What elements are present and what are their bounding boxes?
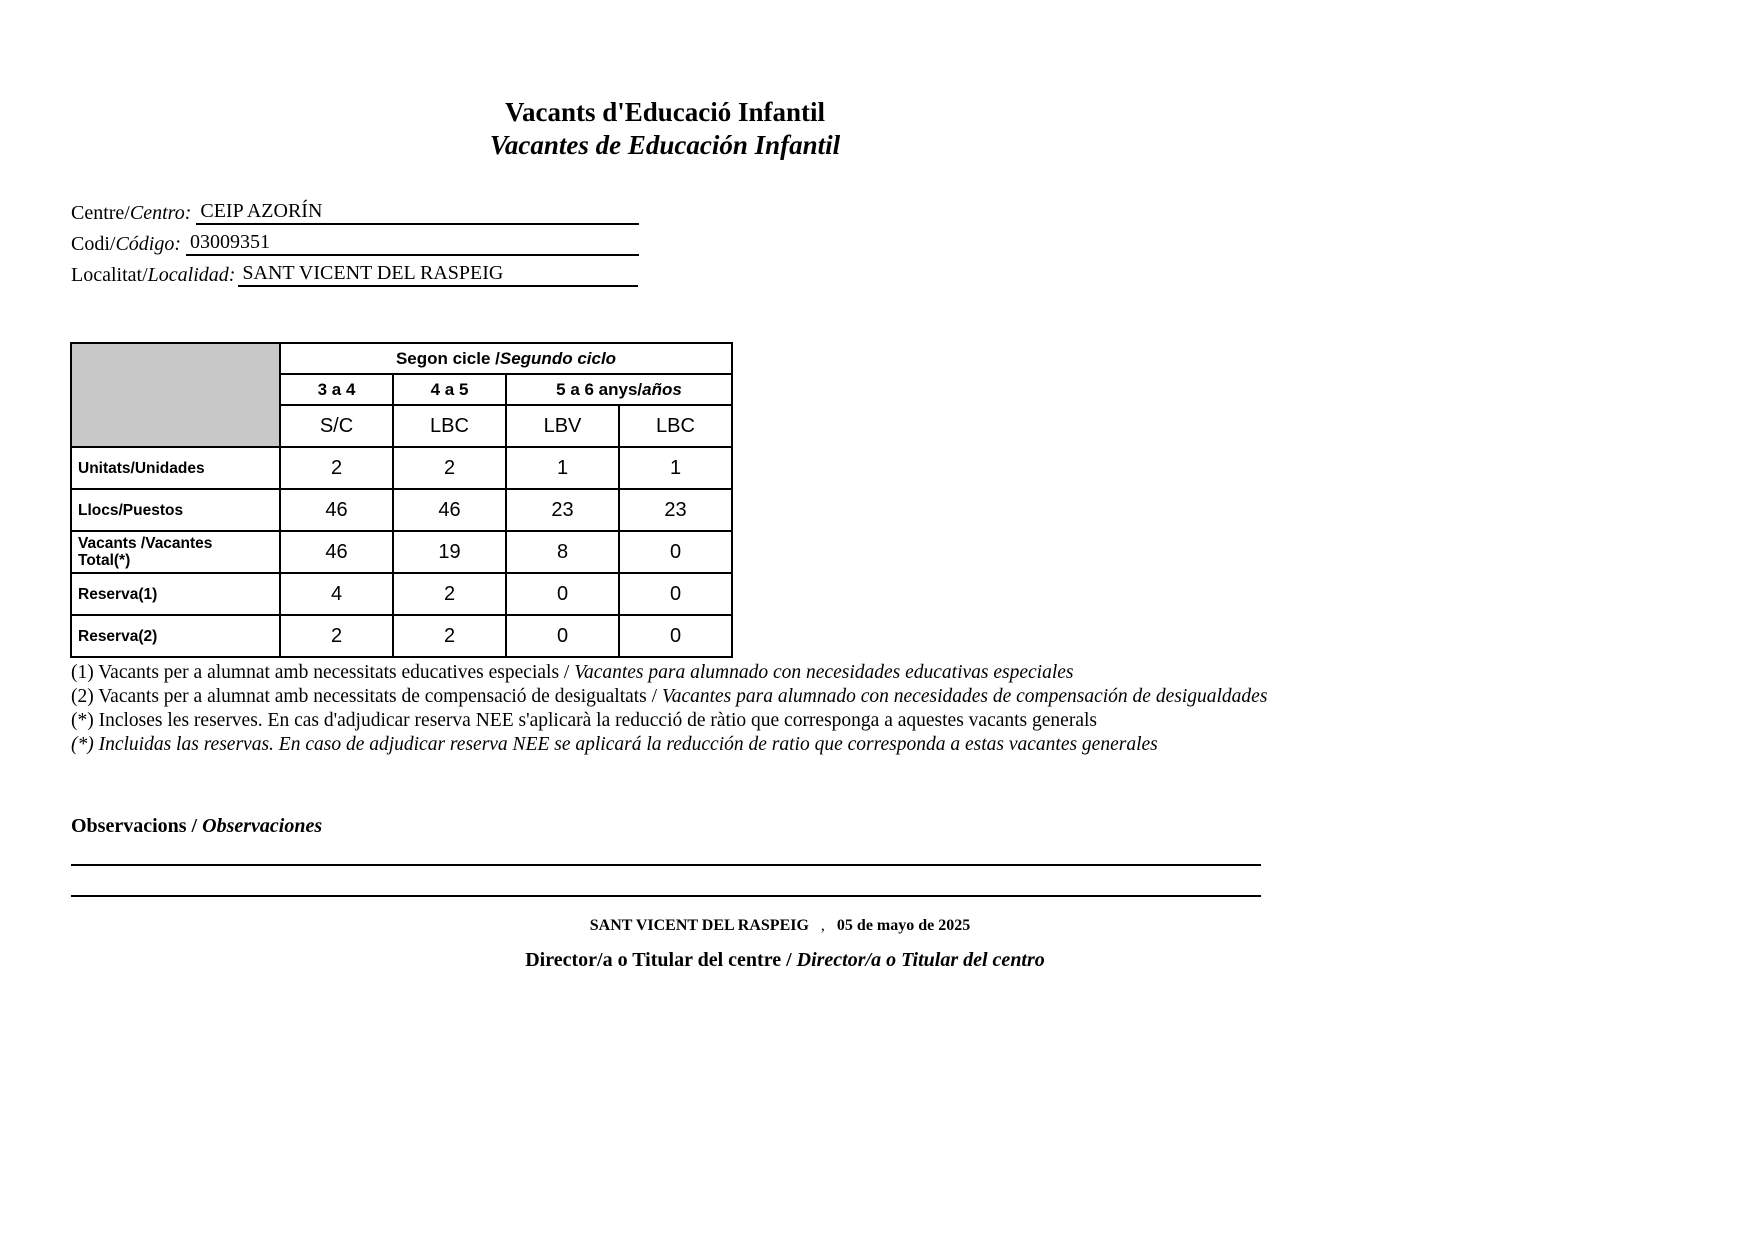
- subcolumn-header: S/C: [280, 405, 393, 447]
- table-cell: 0: [506, 573, 619, 615]
- table-cell: 23: [619, 489, 732, 531]
- table-cell: 23: [506, 489, 619, 531]
- table-cell: 0: [619, 531, 732, 573]
- row-label: Unitats/Unidades: [71, 447, 280, 489]
- table-row: [71, 531, 732, 573]
- subcolumn-header: LBV: [506, 405, 619, 447]
- date: 05 de mayo de 2025: [836, 917, 971, 934]
- cycle-header-row: [71, 343, 732, 374]
- localitat-value: SANT VICENT DEL RASPEIG: [238, 261, 638, 287]
- table-cell: 1: [619, 447, 732, 489]
- table-row: [71, 615, 732, 657]
- table-cell: 2: [280, 447, 393, 489]
- document-title: [0, 96, 1330, 162]
- table-row: [71, 447, 732, 489]
- place-date: [0, 917, 1560, 935]
- row-label: Llocs/Puestos: [71, 489, 280, 531]
- table-cell: 4: [280, 573, 393, 615]
- table-cell: 46: [280, 489, 393, 531]
- table-cell: 2: [393, 573, 506, 615]
- table-cell: 46: [393, 489, 506, 531]
- age-group-3-4: 3 a 4: [280, 374, 393, 405]
- row-label: Reserva(1): [71, 573, 280, 615]
- codi-field: [71, 230, 639, 256]
- table-cell: 0: [619, 615, 732, 657]
- row-label: Vacants /Vacantes Total(*): [71, 531, 280, 573]
- table-cell: 2: [280, 615, 393, 657]
- centre-field: [71, 199, 639, 225]
- footnote-2: (2) Vacants per a alumnat amb necessitats de compensació de desigualtats / Vacantes para alumnado con necesidades de compensación de desigualdades: [71, 686, 1268, 707]
- footnotes: [71, 661, 1267, 757]
- signature-caption: Director/a o Titular del centre / Director/a o Titular del centro: [525, 949, 1045, 971]
- corner-cell: [71, 343, 280, 447]
- table-cell: 8: [506, 531, 619, 573]
- table-cell: 0: [619, 573, 732, 615]
- codi-label: Codi/Código:: [71, 233, 182, 255]
- table-cell: 0: [506, 615, 619, 657]
- cycle-header: Segon cicle /Segundo ciclo: [280, 343, 732, 374]
- title-spanish: Vacantes de Educación Infantil: [489, 130, 841, 160]
- centre-value: CEIP AZORÍN: [196, 199, 639, 225]
- localitat-label: Localitat/Localidad:: [71, 264, 236, 286]
- footnote-4: (*) Incluidas las reservas. En caso de adjudicar reserva NEE se aplicará la reducción de ratio que corresponda a estas vacantes generales: [71, 734, 1158, 755]
- observations-line: [71, 895, 1261, 897]
- vacancies-table: [70, 342, 733, 658]
- footnote-1: (1) Vacants per a alumnat amb necessitats educatives especials / Vacantes para alumnado con necesidades educativas especiales: [71, 662, 1074, 683]
- title-catalan: Vacants d'Educació Infantil: [504, 97, 826, 127]
- table-row: [71, 489, 732, 531]
- localitat-field: [71, 261, 638, 287]
- subcolumn-header: LBC: [619, 405, 732, 447]
- table-cell: 1: [506, 447, 619, 489]
- codi-value: 03009351: [186, 230, 639, 256]
- place-date-separator: ,: [820, 917, 825, 934]
- footnote-3: (*) Incloses les reserves. En cas d'adjudicar reserva NEE s'aplicarà la reducció de ràtio que corresponga a aquestes vacants generals: [71, 710, 1097, 731]
- row-label: Reserva(2): [71, 615, 280, 657]
- observations-label: Observacions / Observaciones: [71, 815, 323, 837]
- table-cell: 2: [393, 615, 506, 657]
- table-cell: 2: [393, 447, 506, 489]
- age-group-5-6: 5 a 6 anys/años: [506, 374, 732, 405]
- table-row: [71, 573, 732, 615]
- subcolumn-header: LBC: [393, 405, 506, 447]
- table-cell: 19: [393, 531, 506, 573]
- table-cell: 46: [280, 531, 393, 573]
- centre-label: Centre/Centro:: [71, 202, 192, 224]
- age-group-4-5: 4 a 5: [393, 374, 506, 405]
- place: SANT VICENT DEL RASPEIG: [589, 917, 809, 934]
- observations-line: [71, 864, 1261, 866]
